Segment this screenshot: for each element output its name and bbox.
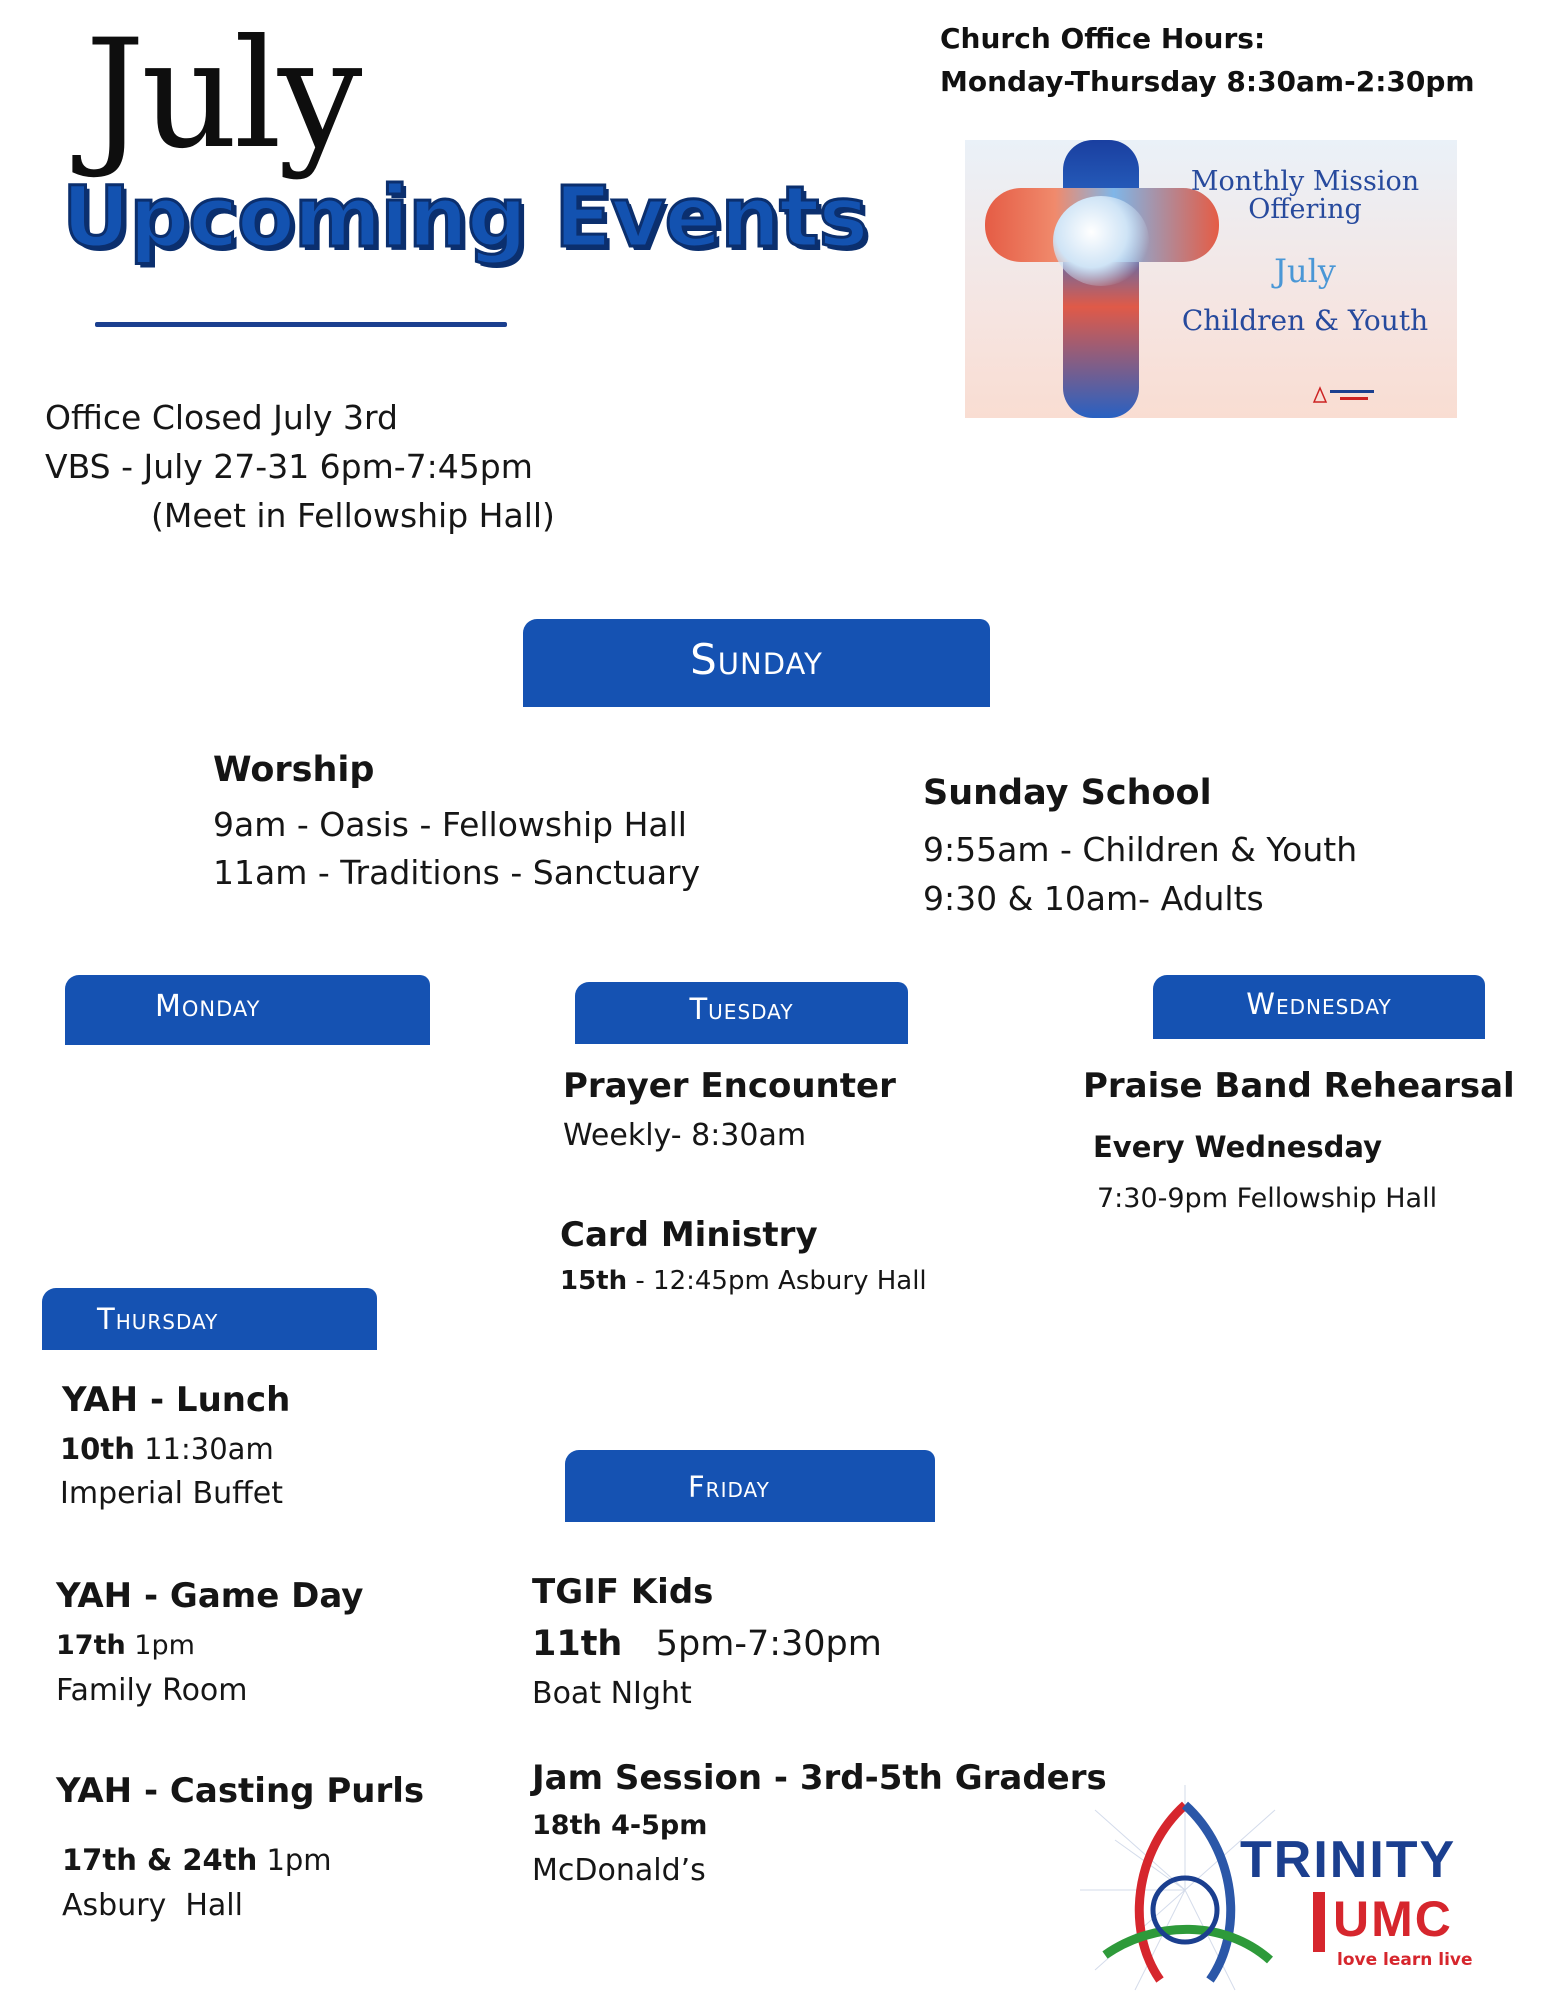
mission-heading-line1: Monthly Mission [1190, 166, 1420, 197]
praise-band-details: 7:30-9pm Fellowship Hall [1097, 1183, 1438, 1214]
yah-lunch-time: 11:30am [144, 1432, 274, 1466]
banner-friday [565, 1450, 935, 1522]
mission-recipients: Children & Youth [1181, 304, 1429, 337]
title-divider [95, 322, 507, 327]
praise-band-title: Praise Band Rehearsal [1083, 1066, 1515, 1106]
trinity-mini-logo [1310, 385, 1376, 405]
mission-heading-line2: Offering [1248, 194, 1362, 226]
yah-game-day-time: 1pm [134, 1630, 195, 1661]
worship-line-1: 9am - Oasis - Fellowship Hall [213, 805, 687, 844]
logo-name-top: TRINITY [1240, 1831, 1457, 1889]
general-notes [45, 393, 555, 540]
tgif-kids-datetime [532, 1624, 882, 1664]
prayer-encounter-time: Weekly- 8:30am [563, 1118, 807, 1153]
yah-lunch-date: 10th [60, 1432, 135, 1466]
note-vbs-location: (Meet in Fellowship Hall) [151, 496, 555, 535]
banner-friday-label: Friday [688, 1470, 770, 1504]
jam-session-place: McDonald’s [532, 1853, 706, 1888]
banner-monday [65, 975, 430, 1045]
sunday-school-title: Sunday School [923, 773, 1212, 813]
tgif-kids-date: 11th [532, 1624, 623, 1664]
sunday-school-line-1: 9:55am - Children & Youth [923, 830, 1358, 869]
yah-casting-purls-time: 1pm [266, 1843, 332, 1877]
jam-session-title: Jam Session - 3rd-5th Graders [532, 1758, 1107, 1798]
yah-game-day-datetime [56, 1630, 195, 1661]
mission-month: July [1274, 252, 1336, 290]
yah-lunch-title: YAH - Lunch [62, 1380, 291, 1420]
banner-thursday-label: Thursday [97, 1302, 219, 1336]
card-ministry-rest: - 12:45pm Asbury Hall [635, 1266, 927, 1296]
banner-wednesday-label: Wednesday [1246, 987, 1392, 1021]
sunday-school-line-2: 9:30 & 10am- Adults [923, 879, 1264, 918]
globe-icon [1053, 196, 1149, 286]
yah-casting-purls-place: Asbury Hall [62, 1888, 243, 1923]
mission-heading [1155, 168, 1455, 225]
yah-casting-purls-title: YAH - Casting Purls [56, 1771, 425, 1811]
page-title: Upcoming Events [62, 168, 868, 266]
tgif-kids-title: TGIF Kids [532, 1572, 714, 1612]
card-ministry-title: Card Ministry [560, 1215, 818, 1255]
mission-offering-image [965, 140, 1457, 418]
banner-thursday [42, 1288, 377, 1350]
office-hours-label: Church Office Hours: [940, 22, 1266, 55]
yah-game-day-place: Family Room [56, 1673, 248, 1708]
prayer-encounter-title: Prayer Encounter [563, 1066, 896, 1106]
card-ministry-details [560, 1266, 927, 1296]
office-hours-value: Monday-Thursday 8:30am-2:30pm [940, 65, 1475, 98]
logo-tagline: love learn live [1337, 1950, 1473, 1970]
banner-sunday [523, 619, 990, 707]
note-vbs: VBS - July 27-31 6pm-7:45pm [45, 447, 533, 486]
jam-session-date: 18th 4-5pm [532, 1810, 708, 1841]
yah-game-day-title: YAH - Game Day [56, 1576, 364, 1616]
praise-band-subtitle: Every Wednesday [1093, 1130, 1382, 1164]
yah-casting-purls-datetime [62, 1843, 332, 1877]
logo-cross-icon [1313, 1892, 1325, 1952]
banner-tuesday-label: Tuesday [689, 992, 794, 1026]
banner-tuesday [575, 982, 908, 1044]
yah-lunch-datetime [60, 1432, 274, 1466]
banner-monday-label: Monday [155, 989, 261, 1024]
banner-sunday-label: Sunday [690, 635, 823, 684]
trinity-umc-logo [1075, 1780, 1515, 2000]
worship-line-2: 11am - Traditions - Sanctuary [213, 853, 701, 892]
card-ministry-date: 15th [560, 1266, 628, 1296]
tgif-kids-place: Boat NIght [532, 1676, 692, 1711]
month-title: July [85, 8, 359, 182]
worship-title: Worship [213, 750, 375, 790]
yah-casting-purls-date: 17th & 24th [62, 1843, 258, 1877]
yah-game-day-date: 17th [56, 1630, 126, 1661]
yah-lunch-place: Imperial Buffet [60, 1476, 283, 1511]
banner-wednesday [1153, 975, 1485, 1039]
tgif-kids-time: 5pm-7:30pm [655, 1624, 882, 1664]
note-office-closed: Office Closed July 3rd [45, 398, 398, 437]
logo-name-bottom: UMC [1333, 1891, 1453, 1947]
